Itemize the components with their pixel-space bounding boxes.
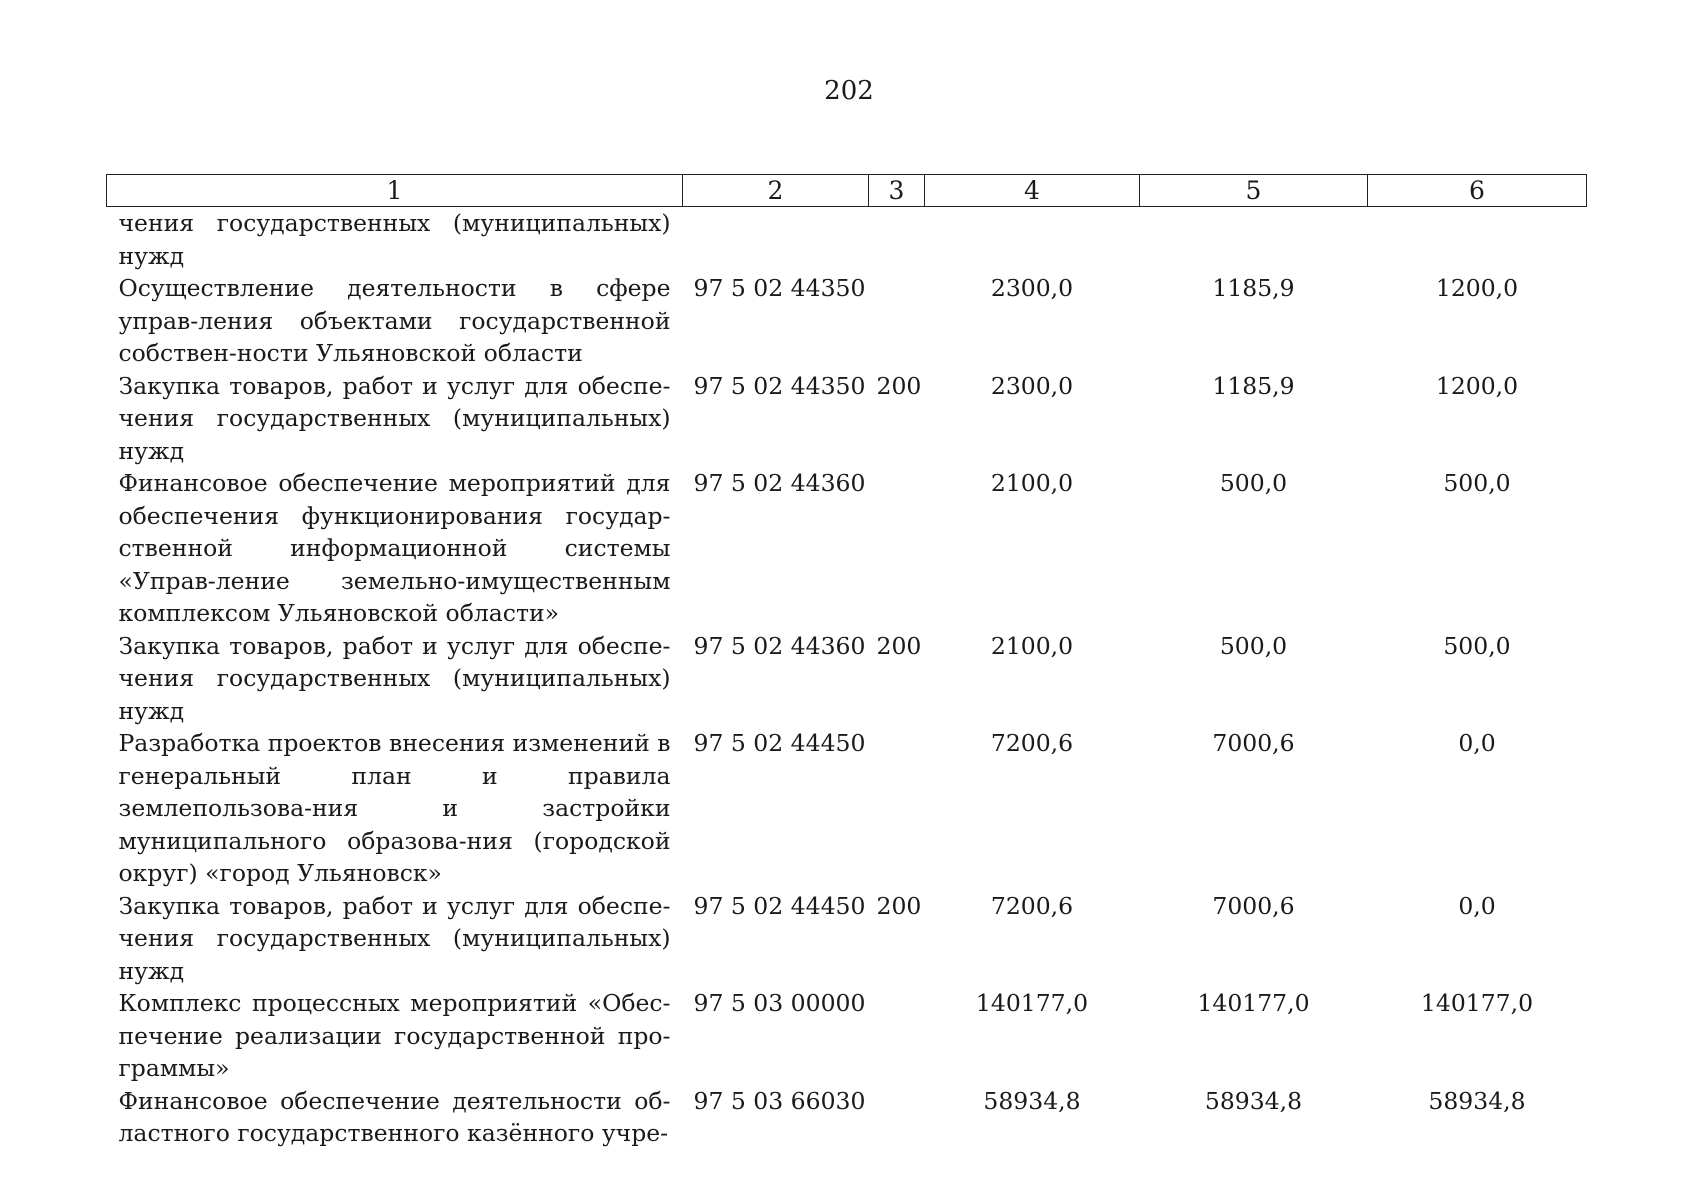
table-row — [107, 272, 1587, 370]
row-code: 97 5 02 44360 — [693, 469, 866, 497]
row-value-col4: 2100,0 — [990, 469, 1074, 497]
row-code: 97 5 02 44360 — [693, 631, 866, 660]
column-header-6: 6 — [1368, 175, 1587, 207]
row-value-col6: 1200,0 — [1435, 371, 1519, 400]
row-code: 97 5 02 44350 — [693, 274, 866, 302]
column-header-3: 3 — [869, 175, 925, 207]
row-code: 97 5 02 44450 — [693, 729, 866, 757]
row-expense-type: 200 — [876, 631, 922, 660]
row-value-col4: 58934,8 — [983, 1086, 1081, 1115]
row-value-col5: 500,0 — [1219, 631, 1288, 660]
row-name: Закупка товаров, работ и услуг для обеспе-чения государственных (муниципальных) нужд — [118, 631, 671, 725]
row-name: Разработка проектов внесения изменений в генеральный план и правила землепользова-ния и застройки муниципального образова-ния (городской округ) «город Ульяновск» — [118, 729, 671, 887]
row-value-col6: 0,0 — [1458, 891, 1496, 920]
row-value-col5: 7000,6 — [1212, 891, 1295, 920]
row-code: 97 5 03 66030 — [693, 1086, 866, 1115]
row-value-col4: 140177,0 — [975, 989, 1089, 1017]
row-value-col6: 0,0 — [1458, 729, 1496, 757]
row-value-col6: 500,0 — [1443, 469, 1511, 497]
table-body — [107, 207, 1587, 1150]
column-header-2: 2 — [683, 175, 869, 207]
row-expense-type — [869, 727, 925, 890]
row-code — [683, 207, 869, 273]
column-header-4: 4 — [925, 175, 1140, 207]
table-row — [107, 630, 1587, 728]
table-row — [107, 207, 1587, 273]
row-name: Осуществление деятельности в сфере управ-ления объектами государственной собствен-ности Ульяновской области — [118, 274, 671, 367]
row-value-col4 — [925, 207, 1140, 273]
table-row — [107, 370, 1587, 468]
table-row — [107, 727, 1587, 890]
row-code: 97 5 02 44350 — [693, 371, 866, 400]
row-value-col6: 140177,0 — [1420, 989, 1534, 1017]
row-value-col5 — [1140, 207, 1368, 273]
row-value-col6: 58934,8 — [1428, 1086, 1526, 1115]
row-name: Финансовое обеспечение мероприятий для обеспечения функционирования государ-ственной информационной системы «Управ-ление земельно-имущественным комплексом Ульяновской области» — [118, 469, 671, 627]
table-row — [107, 987, 1587, 1085]
column-header-5: 5 — [1140, 175, 1368, 207]
row-value-col4: 7200,6 — [990, 729, 1074, 757]
page-number: 202 — [824, 76, 874, 106]
row-expense-type — [869, 207, 925, 273]
row-code: 97 5 03 00000 — [693, 989, 866, 1017]
row-value-col4: 2300,0 — [990, 371, 1074, 400]
row-value-col5: 1185,9 — [1212, 371, 1295, 400]
row-name: Финансовое обеспечение деятельности об-ластного государственного казённого учре- — [118, 1086, 671, 1147]
row-name: чения государственных (муниципальных) нужд — [118, 209, 671, 270]
row-expense-type — [869, 1085, 925, 1150]
row-name: Комплекс процессных мероприятий «Обес-печение реализации государственной про-граммы» — [118, 989, 671, 1082]
row-value-col6 — [1368, 207, 1587, 273]
row-expense-type — [869, 467, 925, 630]
row-value-col4: 7200,6 — [990, 891, 1074, 920]
table-row — [107, 890, 1587, 988]
row-name: Закупка товаров, работ и услуг для обеспе-чения государственных (муниципальных) нужд — [118, 891, 671, 985]
row-name: Закупка товаров, работ и услуг для обеспе-чения государственных (муниципальных) нужд — [118, 371, 671, 465]
row-value-col4: 2300,0 — [990, 274, 1074, 302]
table-row — [107, 467, 1587, 630]
table-row — [107, 1085, 1587, 1150]
column-header-1: 1 — [107, 175, 683, 207]
row-value-col6: 1200,0 — [1435, 274, 1519, 302]
row-value-col5: 7000,6 — [1212, 729, 1295, 757]
row-value-col4: 2100,0 — [990, 631, 1074, 660]
table-header — [107, 175, 1587, 207]
row-value-col5: 500,0 — [1219, 469, 1288, 497]
row-expense-type — [869, 272, 925, 370]
row-expense-type — [869, 987, 925, 1085]
row-expense-type: 200 — [876, 891, 922, 920]
row-value-col5: 58934,8 — [1204, 1086, 1303, 1115]
row-expense-type: 200 — [876, 371, 922, 400]
row-value-col5: 1185,9 — [1212, 274, 1295, 302]
row-value-col6: 500,0 — [1443, 631, 1511, 660]
budget-table — [106, 174, 1587, 1150]
row-code: 97 5 02 44450 — [693, 891, 866, 920]
row-value-col5: 140177,0 — [1197, 989, 1310, 1017]
